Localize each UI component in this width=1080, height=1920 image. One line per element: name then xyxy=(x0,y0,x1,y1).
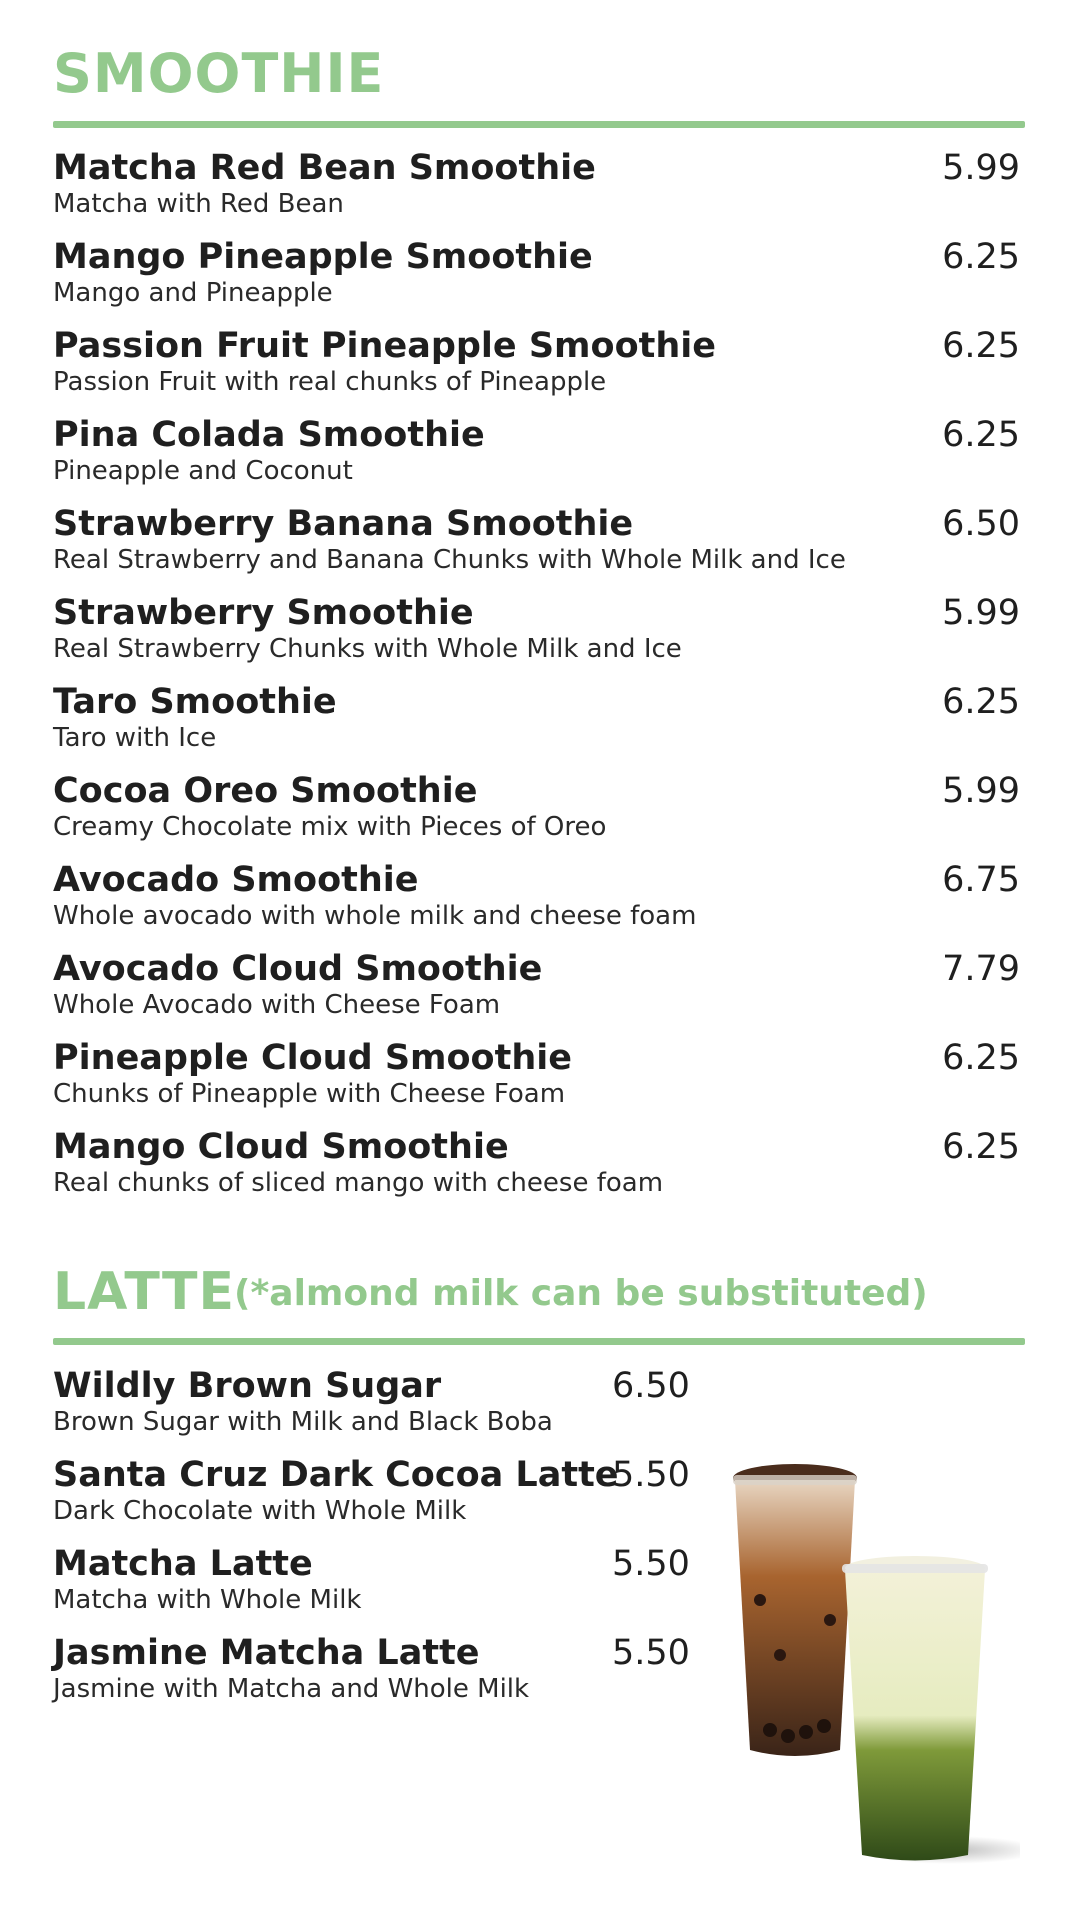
item-name: Taro Smoothie xyxy=(53,682,337,722)
menu-item xyxy=(53,1038,572,1110)
menu-item xyxy=(53,1455,619,1527)
item-description: Mango and Pineapple xyxy=(53,278,333,308)
menu-item xyxy=(53,504,846,576)
item-price: 6.25 xyxy=(942,1127,1020,1167)
item-name: Matcha Latte xyxy=(53,1544,313,1584)
item-description: Real Strawberry and Banana Chunks with Whole Milk and Ice xyxy=(53,545,846,575)
item-description: Real chunks of sliced mango with cheese foam xyxy=(53,1168,664,1198)
item-description: Whole Avocado with Cheese Foam xyxy=(53,990,501,1020)
item-price: 6.25 xyxy=(942,415,1020,455)
item-name: Passion Fruit Pineapple Smoothie xyxy=(53,326,717,366)
menu-item xyxy=(53,682,337,754)
section-title-smoothie: SMOOTHIE xyxy=(53,42,385,105)
item-description: Matcha with Red Bean xyxy=(53,189,344,219)
menu-item xyxy=(53,1633,529,1705)
item-name: Matcha Red Bean Smoothie xyxy=(53,148,596,188)
drinks-photo xyxy=(700,1450,1020,1870)
section-title-latte: LATTE xyxy=(53,1262,235,1322)
item-description: Pineapple and Coconut xyxy=(53,456,353,486)
menu-item xyxy=(53,771,606,843)
item-description: Taro with Ice xyxy=(53,723,217,753)
item-description: Dark Chocolate with Whole Milk xyxy=(53,1496,467,1526)
item-price: 5.50 xyxy=(612,1455,690,1495)
item-name: Wildly Brown Sugar xyxy=(53,1366,442,1406)
item-name: Avocado Smoothie xyxy=(53,860,419,900)
item-description: Real Strawberry Chunks with Whole Milk and Ice xyxy=(53,634,682,664)
item-price: 7.79 xyxy=(942,949,1020,989)
item-description: Creamy Chocolate mix with Pieces of Oreo xyxy=(53,812,607,842)
item-price: 6.50 xyxy=(612,1366,690,1406)
item-name: Strawberry Banana Smoothie xyxy=(53,504,634,544)
item-name: Mango Pineapple Smoothie xyxy=(53,237,593,277)
item-price: 6.25 xyxy=(942,237,1020,277)
item-price: 5.50 xyxy=(612,1633,690,1673)
item-name: Cocoa Oreo Smoothie xyxy=(53,771,478,811)
menu-item xyxy=(53,237,593,309)
menu-item xyxy=(53,1127,663,1199)
menu-item xyxy=(53,593,682,665)
item-name: Mango Cloud Smoothie xyxy=(53,1127,509,1167)
item-price: 6.75 xyxy=(942,860,1020,900)
brown-sugar-cup xyxy=(733,1464,857,1756)
item-description: Brown Sugar with Milk and Black Boba xyxy=(53,1407,553,1437)
menu-item xyxy=(53,326,716,398)
item-price: 5.99 xyxy=(942,771,1020,811)
item-description: Chunks of Pineapple with Cheese Foam xyxy=(53,1079,566,1109)
item-price: 6.50 xyxy=(942,504,1020,544)
menu-item xyxy=(53,860,696,932)
section-divider xyxy=(53,121,1025,128)
menu-item xyxy=(53,415,485,487)
matcha-cup xyxy=(842,1556,988,1861)
item-name: Strawberry Smoothie xyxy=(53,593,474,633)
section-note: (*almond milk can be substituted) xyxy=(234,1273,928,1314)
item-name: Santa Cruz Dark Cocoa Latte xyxy=(53,1455,619,1495)
item-description: Jasmine with Matcha and Whole Milk xyxy=(53,1674,530,1704)
item-price: 5.99 xyxy=(942,593,1020,633)
item-name: Avocado Cloud Smoothie xyxy=(53,949,543,989)
item-price: 5.50 xyxy=(612,1544,690,1584)
item-name: Pineapple Cloud Smoothie xyxy=(53,1038,572,1078)
item-description: Whole avocado with whole milk and cheese foam xyxy=(53,901,697,931)
menu-item xyxy=(53,1366,553,1438)
item-price: 5.99 xyxy=(942,148,1020,188)
item-name: Jasmine Matcha Latte xyxy=(53,1633,480,1673)
section-divider xyxy=(53,1338,1025,1345)
menu-item xyxy=(53,949,542,1021)
item-price: 6.25 xyxy=(942,682,1020,722)
menu-item xyxy=(53,148,596,220)
item-name: Pina Colada Smoothie xyxy=(53,415,485,455)
item-description: Passion Fruit with real chunks of Pineapple xyxy=(53,367,607,397)
item-description: Matcha with Whole Milk xyxy=(53,1585,362,1615)
item-price: 6.25 xyxy=(942,1038,1020,1078)
menu-item xyxy=(53,1544,361,1616)
item-price: 6.25 xyxy=(942,326,1020,366)
